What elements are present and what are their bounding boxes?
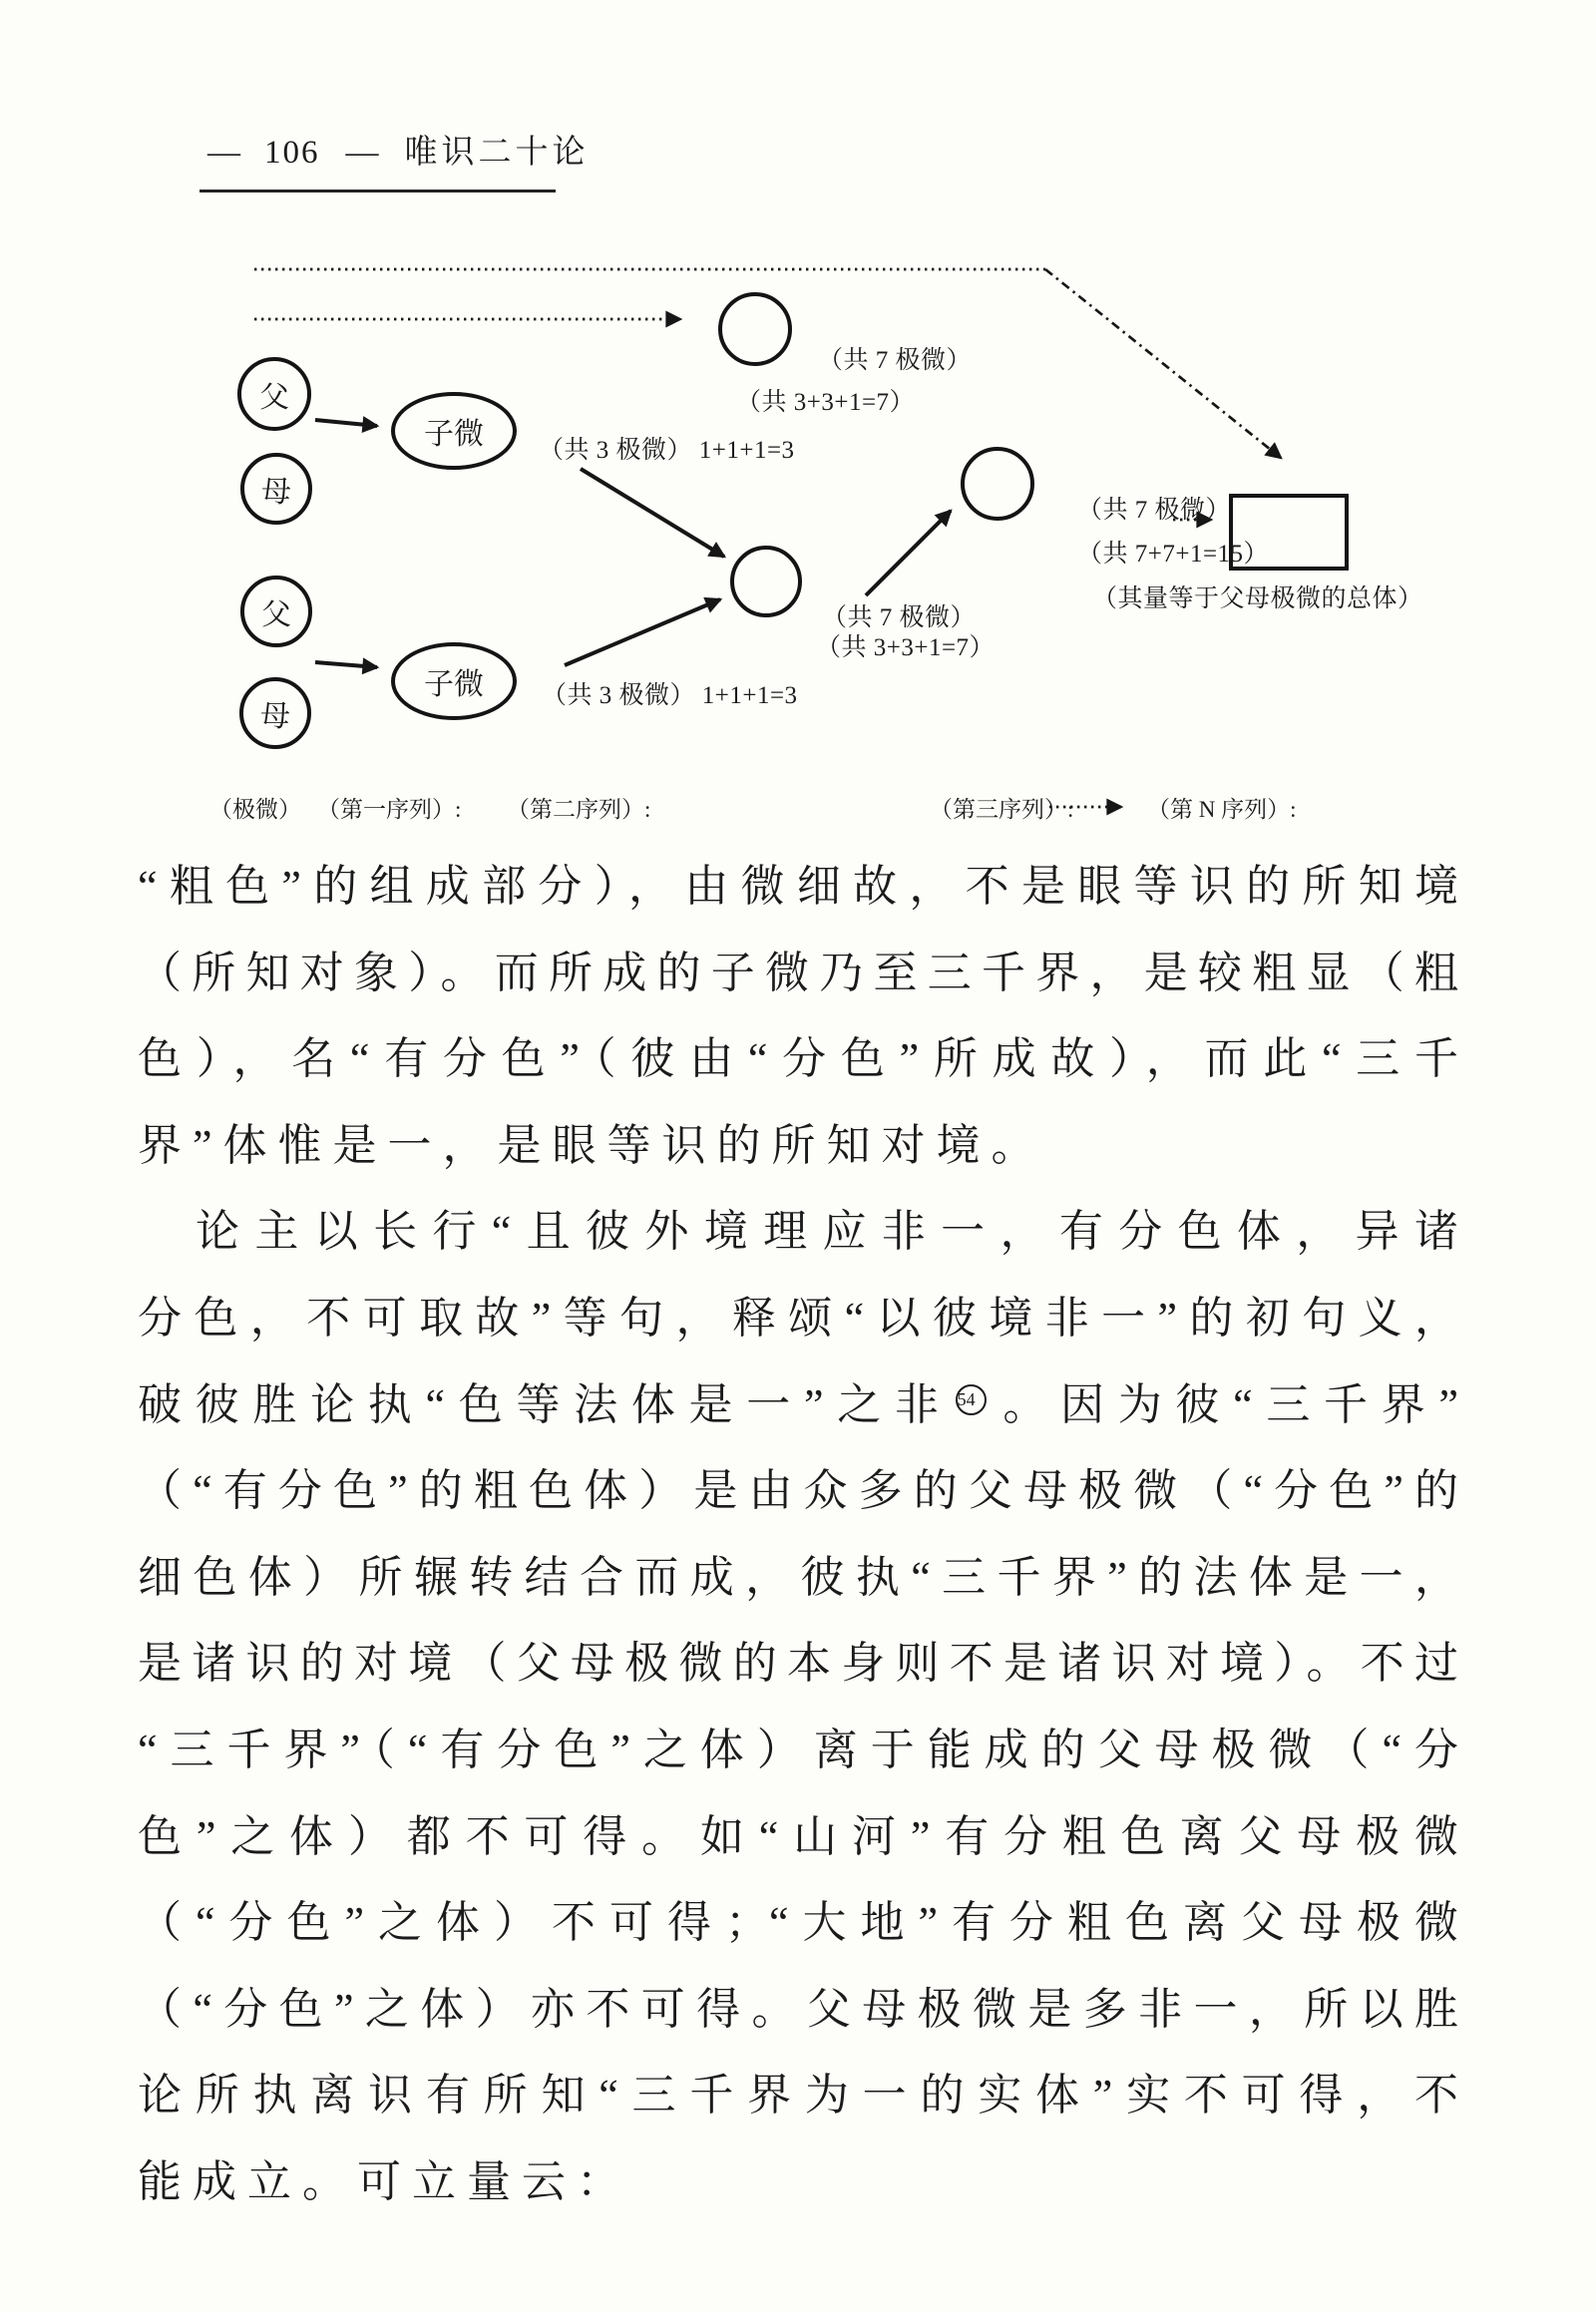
legend-seq1: （第一序列）:: [317, 797, 462, 822]
seq-n-dashdot-arrow: [1045, 269, 1281, 458]
legend-jiwei: （极微）: [209, 797, 301, 822]
seq3-sum-label: （共 7+7+1=15）: [1077, 541, 1270, 568]
father1-label: 父: [259, 381, 289, 414]
body-line: 论所执离识有所知“三千界为一的实体”实不可得，不: [138, 2071, 1458, 2120]
body-line: （“分色”之体）不可得；“大地”有分粗色离父母极微: [138, 1898, 1458, 1948]
body-line: （“有分色”的粗色体）是由众多的父母极微（“分色”的: [138, 1466, 1458, 1516]
footnote-marker: 54: [956, 1384, 987, 1415]
mother1-label: 母: [261, 476, 291, 509]
body-line: 色），名“有分色”（彼由“分色”所成故），而此“三千: [138, 1034, 1458, 1084]
header-dash-right: —: [345, 135, 381, 171]
seq3-count-label: （共 7 极微）: [1077, 497, 1232, 524]
legend-seq2: （第二序列）:: [507, 797, 651, 822]
body-line7-pre: 破彼胜论执“色等法体是一”之非: [138, 1379, 953, 1429]
rect-caption-label: （其量等于父母极微的总体）: [1092, 585, 1423, 612]
parents1-to-child1-arrow: [315, 420, 377, 426]
body-line: 分色，不可取故”等句，释颂“以彼境非一”的初句义，: [138, 1293, 1458, 1343]
body-line: [138, 1362, 1458, 1449]
parents2-to-child2-arrow: [315, 662, 377, 667]
mother1-circle: [240, 453, 312, 525]
page-header: [207, 126, 590, 173]
father2-label: 父: [261, 598, 291, 631]
book-title: 唯识二十论: [404, 135, 590, 171]
body-line: 细色体）所辗转结合而成，彼执“三千界”的法体是一，: [138, 1552, 1458, 1602]
header-dash-left: —: [207, 135, 242, 171]
child1-ellipse: [391, 392, 517, 470]
body-line: （所知对象）。而所成的子微乃至三千界，是较粗显（粗: [138, 948, 1458, 997]
body-line: 色”之体）都不可得。如“山河”有分粗色离父母极微: [138, 1811, 1458, 1861]
body-line-paragraph-start: 论主以长行“且彼外境理应非一，有分色体，异诸: [196, 1207, 1458, 1257]
mother2-circle: [239, 677, 311, 749]
seq2b-count-label: （共 7 极微）: [822, 604, 977, 631]
legend-seq3: （第三序列）:: [930, 797, 1074, 822]
child2-to-seq2-arrow: [565, 599, 720, 665]
body-line: 是诸识的对境（父母极微的本身则不是诸识对境）。不过: [138, 1639, 1458, 1689]
father2-circle: [240, 576, 312, 647]
body-line: “粗色”的组成部分），由微细故，不是眼等识的所知境: [138, 862, 1458, 911]
child1-count-label: （共 3 极微） 1+1+1=3: [539, 437, 795, 464]
seq2a-circle: [718, 292, 792, 366]
seq3-circle: [961, 447, 1034, 521]
body-line: 界”体惟是一，是眼等识的所知对境。: [138, 1120, 1046, 1170]
child2-count-label: （共 3 极微） 1+1+1=3: [542, 682, 798, 709]
child2-label: 子微: [424, 668, 484, 701]
seq2a-count-label: （共 7 极微）: [818, 347, 973, 374]
body-line7-post: 。因为彼“三千界”: [989, 1379, 1458, 1429]
seq2a-sum-label: （共 3+3+1=7）: [736, 389, 916, 416]
seq2b-circle: [730, 546, 802, 617]
child1-to-seq2-arrow: [581, 469, 724, 557]
child1-label: 子微: [424, 418, 484, 451]
seq2-to-seq3-arrow: [866, 511, 951, 595]
mother2-label: 母: [260, 700, 290, 733]
seq2b-sum-label: （共 3+3+1=7）: [816, 634, 996, 661]
child2-ellipse: [391, 642, 517, 720]
header-rule: [200, 190, 556, 193]
father1-circle: [237, 357, 311, 431]
body-line: （“分色”之体）亦不可得。父母极微是多非一，所以胜: [138, 1984, 1458, 2034]
page-number: 106: [264, 135, 320, 171]
body-line: “三千界”（“有分色”之体）离于能成的父母极微（“分: [138, 1725, 1458, 1774]
body-line: 能成立。可立量云：: [138, 2156, 631, 2206]
legend-seq-n: （第 N 序列）:: [1147, 797, 1297, 822]
body-text: [138, 844, 1458, 2226]
